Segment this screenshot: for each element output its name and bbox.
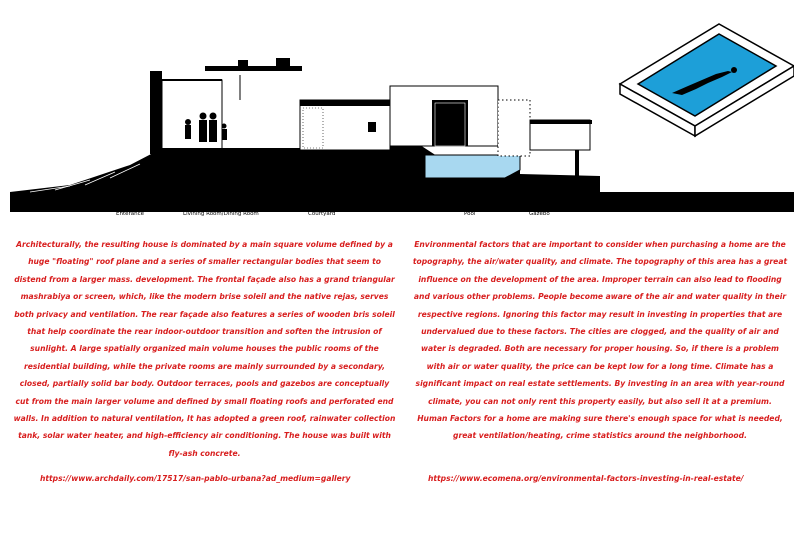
house-section-drawing [0, 0, 794, 230]
label-gazebo: Gazebo [529, 211, 550, 217]
label-living-room: Livining Room/Dining Room [183, 211, 259, 217]
roof-equipment-2 [276, 58, 290, 66]
courtyard-door [368, 122, 376, 132]
archdaily-source-link[interactable]: https://www.archdaily.com/17517/san-pablo-urbana?ad_medium=gallery [40, 474, 351, 483]
label-entrance: Enterance [116, 211, 145, 217]
environment-paragraph: Environmental factors that are important to consider when purchasing a home are the topography, the air/water quality, and climate. The topography of this area has a great influence on the development of the area. Improper terrain can also lead to flooding and various other problems. People become aware of the air and water quality in their respective regions. Ignoring this factor may result in investing in properties that are undervalued due to these factors. The cities are clogged, and the quality of air and water is degraded. Both are necessary for proper housing. So, if there is a problem with air or water quality, the price can be kept low for a long time. Climate has a significant impact on real estate settlements. By investing in an area with year-round climate, you can not only rent this property easily, but also sell it at a premium. Human Factors for a home are making sure there's enough space for what is needed, great ventilation/heating, crime statistics around the neighborhood. [412, 240, 788, 441]
label-pool: Pool [464, 211, 476, 217]
architecture-text-column [12, 236, 397, 462]
floating-roof [205, 66, 302, 71]
pool-doorway [432, 100, 468, 146]
ground-mass [10, 145, 794, 212]
roof-equipment-1 [238, 60, 248, 66]
isometric-pool [620, 24, 794, 136]
pool-water-section [425, 155, 520, 178]
label-courtyard: Courtyard [308, 211, 336, 217]
architecture-paragraph: Architecturally, the resulting house is dominated by a main square volume defined by a huge "floating" roof plane and a series of smaller rectangular bodies that seem to distend from a larger mass. development. The frontal façade also has a grand triangular mashrabiya or screen, which, like the modern brise soleil and the native rejas, serves both privacy and ventilation. The rear façade also features a series of wooden bris soleil that help coordinate the rear indoor-outdoor transition and soften the intrusion of sunlight. A large spatially organized main volume houses the public rooms of the residential building, while the private rooms are mainly surrounded by a secondary, closed, partially solid bar body. Outdoor terraces, pools and gazebos are conceptually cut from the main larger volume and defined by small floating roofs and perforated end walls. In addition to natural ventilation, It has adopted a green roof, rainwater collection tank, solar water heater, and high-efficiency air conditioning. The house was built with fly-ash concrete. [13, 240, 396, 458]
environment-text-column [412, 236, 788, 445]
gazebo-screen [498, 100, 530, 156]
ecomena-source-link[interactable]: https://www.ecomena.org/environmental-factors-investing-in-real-estate/ [428, 474, 744, 483]
living-floor [150, 148, 300, 154]
gazebo-volume [530, 120, 590, 150]
main-volume-wall [150, 71, 162, 152]
